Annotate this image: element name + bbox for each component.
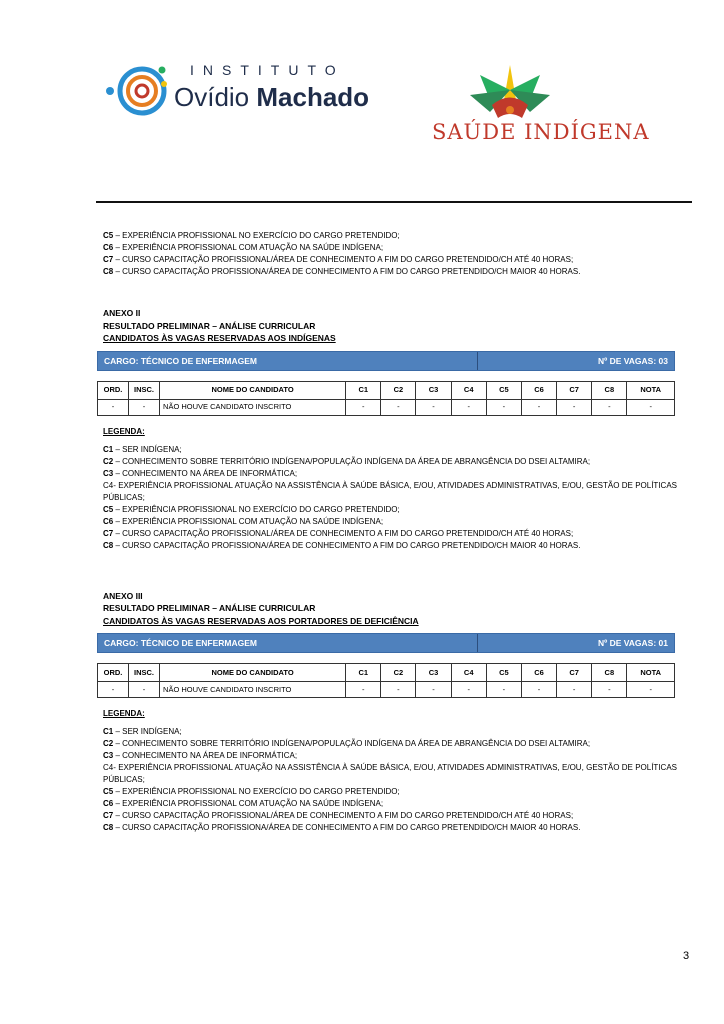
legend-list bbox=[103, 444, 677, 552]
legend-c1: C1 – SER INDÍGENA; bbox=[103, 444, 182, 454]
page-header bbox=[0, 0, 724, 205]
col-nome: NOME DO CANDIDATO bbox=[160, 664, 346, 682]
cell-c1: - bbox=[346, 399, 381, 415]
legend-title: LEGENDA: bbox=[103, 426, 145, 436]
legend-c8: C8 – CURSO CAPACITAÇÃO PROFISSIONA/ÁREA DE CONHECIMENTO A FIM DO CARGO PRETENDIDO/CH MAIOR 40 HORAS. bbox=[103, 540, 581, 550]
col-c1: C1 bbox=[346, 664, 381, 682]
top-criteria-list bbox=[103, 230, 677, 278]
criteria-c5: C5 – EXPERIÊNCIA PROFISSIONAL NO EXERCÍCIO DO CARGO PRETENDIDO; bbox=[103, 231, 400, 240]
circles-emblem-icon bbox=[102, 60, 172, 122]
table-row bbox=[98, 399, 675, 415]
legend-c2: C2 – CONHECIMENTO SOBRE TERRITÓRIO INDÍGENA/POPULAÇÃO INDÍGENA DA ÁREA DE ABRANGÊNCIA DO DSEI ALTAMIRA; bbox=[103, 456, 591, 466]
cell-c6: - bbox=[521, 399, 556, 415]
col-c2: C2 bbox=[381, 664, 416, 682]
logo-name-text: Ovídio Machado bbox=[174, 82, 370, 112]
col-c4: C4 bbox=[451, 381, 486, 399]
results-table bbox=[97, 663, 675, 698]
cell-c5: - bbox=[486, 682, 521, 698]
col-c7: C7 bbox=[557, 381, 592, 399]
col-insc: INSC. bbox=[129, 381, 160, 399]
annex-title: ANEXO II bbox=[103, 308, 141, 318]
criteria-c7: C7 – CURSO CAPACITAÇÃO PROFISSIONAL/ÁREA DE CONHECIMENTO A FIM DO CARGO PRETENDIDO/CH ATÉ 40 HORAS; bbox=[103, 255, 574, 264]
table-row bbox=[98, 682, 675, 698]
cell-insc: - bbox=[129, 682, 160, 698]
col-nota: NOTA bbox=[627, 381, 675, 399]
legend-c4: C4- EXPERIÊNCIA PROFISSIONAL ATUAÇÃO NA ASSISTÊNCIA À SAÚDE BÁSICA, E/OU, ATIVIDADES ADMINISTRATIVAS, E/OU, GESTÃO DE POLÍTICAS PÚBLICAS; bbox=[103, 480, 677, 502]
col-c2: C2 bbox=[381, 381, 416, 399]
legend-c6: C6 – EXPERIÊNCIA PROFISSIONAL COM ATUAÇÃO NA SAÚDE INDÍGENA; bbox=[103, 516, 384, 526]
col-c1: C1 bbox=[346, 381, 381, 399]
document-body bbox=[103, 230, 677, 834]
cargo-bar bbox=[97, 351, 675, 371]
table-header-row bbox=[98, 381, 675, 399]
criteria-c6: C6 – EXPERIÊNCIA PROFISSIONAL COM ATUAÇÃO NA SAÚDE INDÍGENA; bbox=[103, 243, 384, 252]
cell-c3: - bbox=[416, 682, 451, 698]
annex-group: CANDIDATOS ÀS VAGAS RESERVADAS AOS PORTADORES DE DEFICIÊNCIA bbox=[103, 615, 419, 626]
cell-c2: - bbox=[381, 399, 416, 415]
col-c4: C4 bbox=[451, 664, 486, 682]
col-c8: C8 bbox=[592, 664, 627, 682]
cargo-bar bbox=[97, 633, 675, 653]
feather-headdress-icon bbox=[430, 60, 590, 122]
instituto-ovidio-machado-logo bbox=[102, 60, 372, 122]
col-c6: C6 bbox=[521, 381, 556, 399]
legend-c1: C1 – SER INDÍGENA; bbox=[103, 727, 182, 736]
col-nota: NOTA bbox=[627, 664, 675, 682]
legend-c3: C3 – CONHECIMENTO NA ÁREA DE INFORMÁTICA; bbox=[103, 468, 298, 478]
cell-nome: NÃO HOUVE CANDIDATO INSCRITO bbox=[160, 399, 346, 415]
cell-nota: - bbox=[627, 682, 675, 698]
col-ord: ORD. bbox=[98, 381, 129, 399]
legend-c7: C7 – CURSO CAPACITAÇÃO PROFISSIONAL/ÁREA DE CONHECIMENTO A FIM DO CARGO PRETENDIDO/CH ATÉ 40 HORAS; bbox=[103, 811, 574, 820]
col-c6: C6 bbox=[521, 664, 556, 682]
cell-nome: NÃO HOUVE CANDIDATO INSCRITO bbox=[160, 682, 346, 698]
cargo-label: CARGO: TÉCNICO DE ENFERMAGEM bbox=[98, 634, 478, 652]
annex-result: RESULTADO PRELIMINAR – ANÁLISE CURRICULAR bbox=[103, 320, 316, 331]
cargo-label: CARGO: TÉCNICO DE ENFERMAGEM bbox=[98, 352, 478, 370]
annex-result: RESULTADO PRELIMINAR – ANÁLISE CURRICULAR bbox=[103, 603, 316, 613]
criteria-c8: C8 – CURSO CAPACITAÇÃO PROFISSIONA/ÁREA DE CONHECIMENTO A FIM DO CARGO PRETENDIDO/CH MAIOR 40 HORAS. bbox=[103, 267, 581, 276]
saude-indigena-logo bbox=[430, 60, 650, 160]
cell-insc: - bbox=[129, 399, 160, 415]
legend-c3: C3 – CONHECIMENTO NA ÁREA DE INFORMÁTICA; bbox=[103, 751, 298, 760]
col-nome: NOME DO CANDIDATO bbox=[160, 381, 346, 399]
cell-ord: - bbox=[98, 682, 129, 698]
col-ord: ORD. bbox=[98, 664, 129, 682]
annex-group: CANDIDATOS ÀS VAGAS RESERVADAS AOS INDÍGENAS bbox=[103, 333, 336, 343]
legend-c5: C5 – EXPERIÊNCIA PROFISSIONAL NO EXERCÍCIO DO CARGO PRETENDIDO; bbox=[103, 787, 400, 796]
vagas-label: Nº DE VAGAS: 03 bbox=[597, 355, 668, 366]
cell-c7: - bbox=[557, 682, 592, 698]
legend-c2: C2 – CONHECIMENTO SOBRE TERRITÓRIO INDÍGENA/POPULAÇÃO INDÍGENA DA ÁREA DE ABRANGÊNCIA DO DSEI ALTAMIRA; bbox=[103, 739, 591, 748]
cell-c8: - bbox=[592, 399, 627, 415]
cell-c4: - bbox=[451, 399, 486, 415]
cell-c2: - bbox=[381, 682, 416, 698]
legend-list bbox=[103, 726, 677, 834]
col-c8: C8 bbox=[592, 381, 627, 399]
col-c5: C5 bbox=[486, 664, 521, 682]
col-c3: C3 bbox=[416, 664, 451, 682]
cell-ord: - bbox=[98, 399, 129, 415]
legend-title: LEGENDA: bbox=[103, 709, 145, 718]
cell-c1: - bbox=[346, 682, 381, 698]
col-c3: C3 bbox=[416, 381, 451, 399]
col-c5: C5 bbox=[486, 381, 521, 399]
cell-c7: - bbox=[557, 399, 592, 415]
legend-c4: C4- EXPERIÊNCIA PROFISSIONAL ATUAÇÃO NA ASSISTÊNCIA À SAÚDE BÁSICA, E/OU, ATIVIDADES ADMINISTRATIVAS, E/OU, GESTÃO DE POLÍTICAS PÚBLICAS; bbox=[103, 763, 677, 784]
legend-c5: C5 – EXPERIÊNCIA PROFISSIONAL NO EXERCÍCIO DO CARGO PRETENDIDO; bbox=[103, 504, 400, 514]
vagas-label: Nº DE VAGAS: 01 bbox=[597, 638, 668, 648]
header-divider bbox=[96, 201, 692, 203]
legend-c8: C8 – CURSO CAPACITAÇÃO PROFISSIONA/ÁREA DE CONHECIMENTO A FIM DO CARGO PRETENDIDO/CH MAIOR 40 HORAS. bbox=[103, 823, 581, 832]
cell-c4: - bbox=[451, 682, 486, 698]
annex-iii-heading bbox=[103, 590, 677, 628]
annex-title: ANEXO III bbox=[103, 590, 143, 601]
cell-c3: - bbox=[416, 399, 451, 415]
cell-c8: - bbox=[592, 682, 627, 698]
page-number: 3 bbox=[683, 950, 690, 962]
logo-top-text: INSTITUTO bbox=[190, 62, 345, 78]
col-c7: C7 bbox=[557, 664, 592, 682]
col-insc: INSC. bbox=[129, 664, 160, 682]
annex-ii-heading bbox=[103, 307, 677, 345]
legend-c6: C6 – EXPERIÊNCIA PROFISSIONAL COM ATUAÇÃO NA SAÚDE INDÍGENA; bbox=[103, 799, 384, 808]
cell-c6: - bbox=[521, 682, 556, 698]
table-header-row bbox=[98, 664, 675, 682]
legend-c7: C7 – CURSO CAPACITAÇÃO PROFISSIONAL/ÁREA DE CONHECIMENTO A FIM DO CARGO PRETENDIDO/CH ATÉ 40 HORAS; bbox=[103, 528, 574, 538]
cell-c5: - bbox=[486, 399, 521, 415]
saude-indigena-text: SAÚDE INDÍGENA bbox=[432, 120, 650, 144]
cell-nota: - bbox=[627, 399, 675, 415]
results-table bbox=[97, 381, 675, 416]
